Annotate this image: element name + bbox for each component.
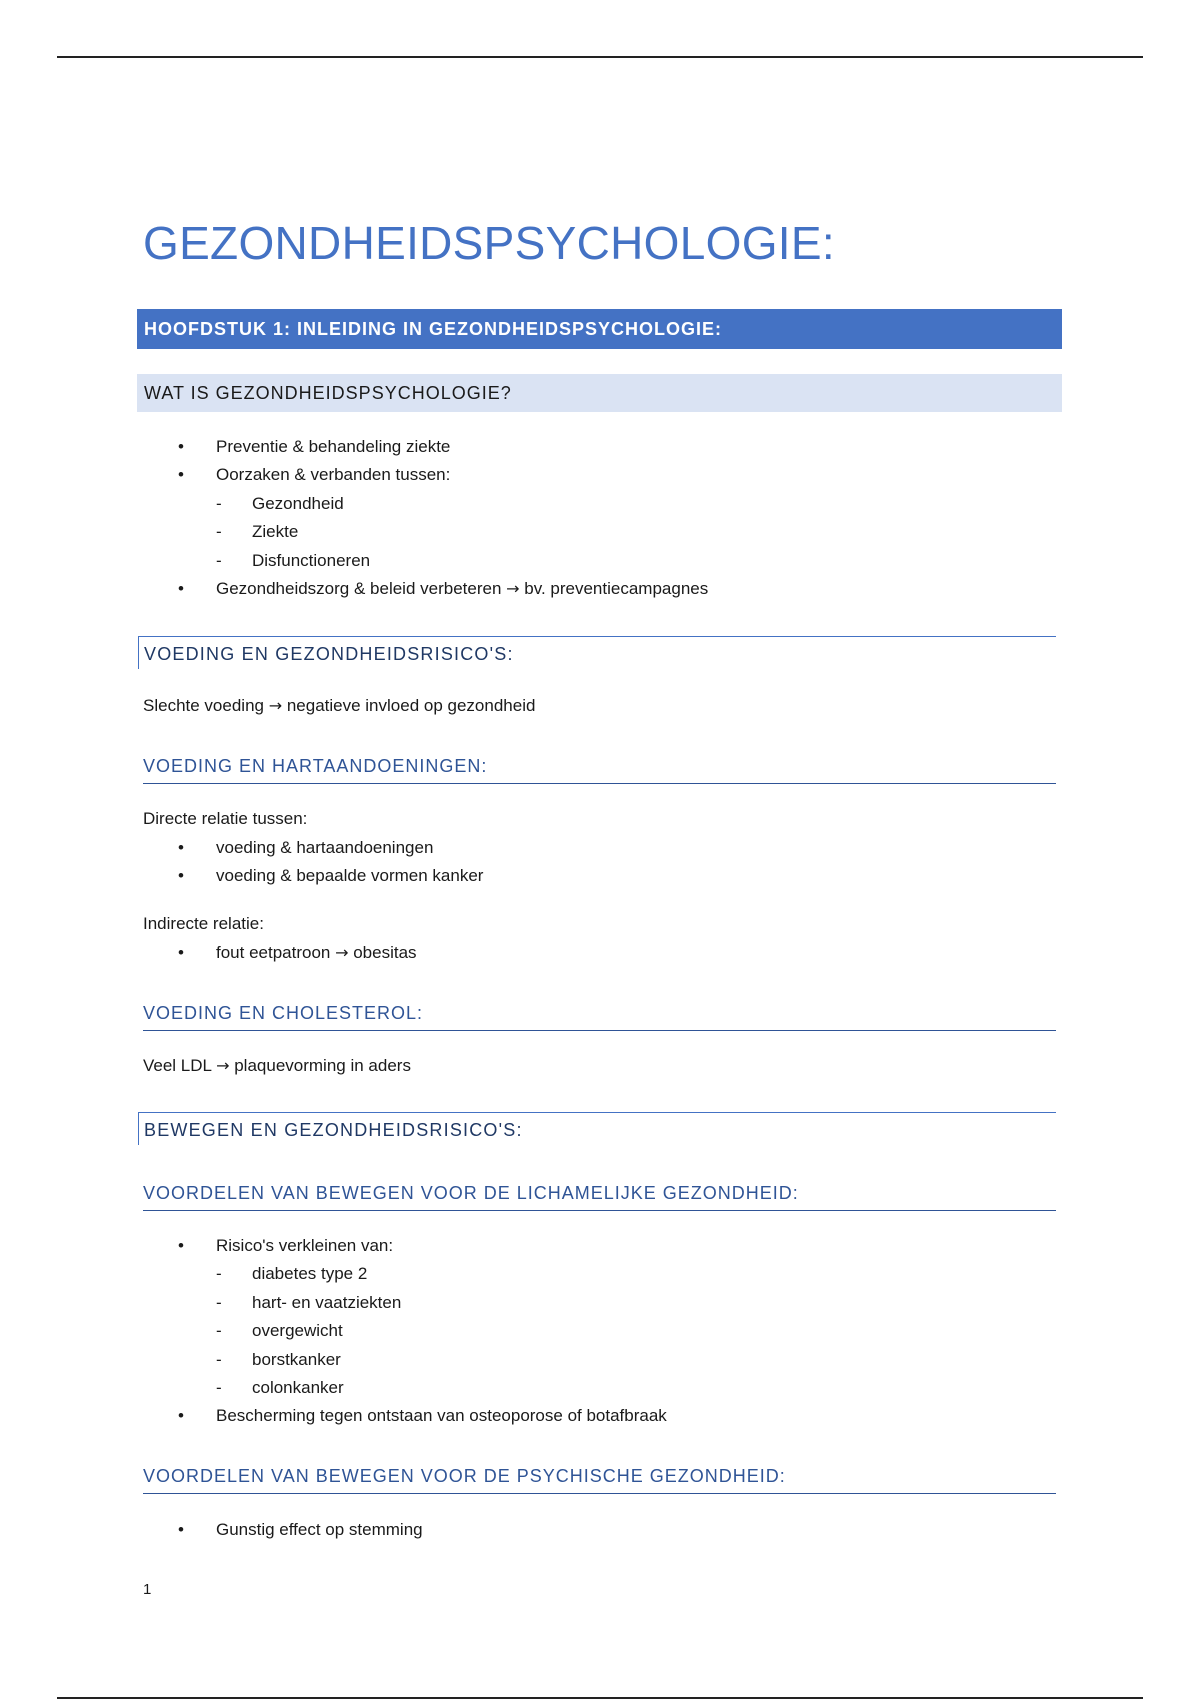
psychische-list <box>137 1516 1037 1544</box>
cholesterol-text: Veel LDL → plaquevorming in aders <box>143 1056 411 1075</box>
page-number: 1 <box>143 1581 152 1598</box>
direct-relation-label: Directe relatie tussen: <box>143 809 308 828</box>
bullet-icon: • <box>178 465 184 485</box>
dash-icon: - <box>216 1264 222 1284</box>
dash-icon: - <box>216 1349 222 1369</box>
section-heading-lichamelijke-gezondheid: VOORDELEN VAN BEWEGEN VOOR DE LICHAMELIJKE GEZONDHEID: <box>143 1182 1056 1211</box>
dash-icon: - <box>216 493 222 513</box>
list-item: • Bescherming tegen ontstaan van osteoporose of botafbraak <box>137 1402 1037 1430</box>
arrow-right-icon: → <box>216 1056 230 1075</box>
voeding-text: Slechte voeding → negatieve invloed op gezondheid <box>143 696 536 715</box>
chapter-heading: HOOFDSTUK 1: INLEIDING IN GEZONDHEIDSPSYCHOLOGIE: <box>137 309 1062 349</box>
sub-list-item: - diabetes type 2 <box>137 1260 1037 1288</box>
list-item: • voeding & bepaalde vormen kanker <box>137 862 1037 890</box>
section-heading-voeding: VOEDING EN GEZONDHEIDSRISICO'S: <box>138 636 1056 669</box>
what-is-list <box>137 433 1037 603</box>
list-item: • Gunstig effect op stemming <box>137 1516 1037 1544</box>
indirect-relation-label: Indirecte relatie: <box>143 914 264 933</box>
sub-list-item: - overgewicht <box>137 1317 1037 1345</box>
section-heading-hartaandoeningen: VOEDING EN HARTAANDOENINGEN: <box>143 755 1056 784</box>
dash-icon: - <box>216 1377 222 1397</box>
sub-list-item: - Gezondheid <box>137 490 1037 518</box>
list-item: • Oorzaken & verbanden tussen: <box>137 461 1037 489</box>
list-item: • Risico's verkleinen van: <box>137 1232 1037 1260</box>
section-heading-psychische-gezondheid: VOORDELEN VAN BEWEGEN VOOR DE PSYCHISCHE GEZONDHEID: <box>143 1465 1056 1494</box>
bullet-icon: • <box>178 578 184 598</box>
section-heading-what-is: WAT IS GEZONDHEIDSPSYCHOLOGIE? <box>137 374 1062 412</box>
section-heading-bewegen: BEWEGEN EN GEZONDHEIDSRISICO'S: <box>138 1112 1056 1145</box>
list-item: • fout eetpatroon → obesitas <box>137 939 1037 967</box>
page-bottom-rule <box>57 1697 1143 1699</box>
dash-icon: - <box>216 522 222 542</box>
direct-relation-list <box>137 834 1037 891</box>
arrow-right-icon: → <box>268 696 283 715</box>
sub-list-item: - borstkanker <box>137 1346 1037 1374</box>
section-heading-cholesterol: VOEDING EN CHOLESTEROL: <box>143 1002 1056 1031</box>
arrow-right-icon: → <box>506 578 520 598</box>
list-item: • voeding & hartaandoeningen <box>137 834 1037 862</box>
sub-list-item: - Disfunctioneren <box>137 547 1037 575</box>
dash-icon: - <box>216 1292 222 1312</box>
bullet-icon: • <box>178 1520 184 1539</box>
dash-icon: - <box>216 550 222 570</box>
bullet-icon: • <box>178 866 184 886</box>
document-title: GEZONDHEIDSPSYCHOLOGIE: <box>143 217 835 269</box>
bullet-icon: • <box>178 1236 184 1255</box>
lichamelijke-list <box>137 1232 1037 1431</box>
list-item: • Gezondheidszorg & beleid verbeteren → bv. preventiecampagnes <box>137 575 1037 603</box>
bullet-icon: • <box>178 838 184 857</box>
dash-icon: - <box>216 1321 222 1341</box>
arrow-right-icon: → <box>335 943 349 962</box>
list-item: • Preventie & behandeling ziekte <box>137 433 1037 461</box>
sub-list-item: - hart- en vaatziekten <box>137 1289 1037 1317</box>
bullet-icon: • <box>178 943 184 962</box>
bullet-icon: • <box>178 1406 184 1426</box>
sub-list-item: - colonkanker <box>137 1374 1037 1402</box>
sub-list-item: - Ziekte <box>137 518 1037 546</box>
bullet-icon: • <box>178 437 184 456</box>
indirect-relation-list <box>137 939 1037 967</box>
page-top-rule <box>57 56 1143 58</box>
